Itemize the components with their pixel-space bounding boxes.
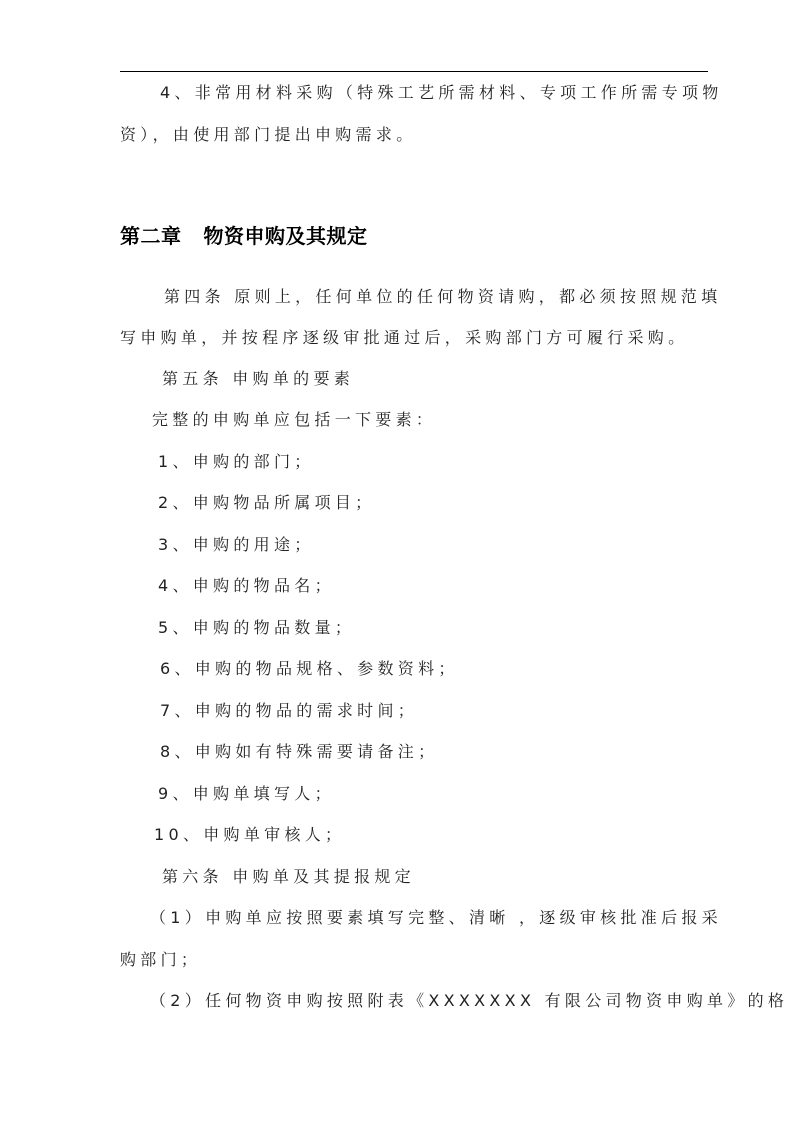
article6-rule1-line1: （1）申购单应按照要素填写完整、清晰 ，逐级审核批准后报采	[150, 908, 722, 927]
element-item: 7、申购的物品的需求时间；	[160, 701, 419, 720]
element-item: 6、申购的物品规格、参数资料；	[160, 659, 459, 678]
element-item: 4、申购的物品名；	[158, 576, 335, 595]
element-item: 10、申购单审核人；	[154, 825, 346, 844]
article5-title: 第五条 申购单的要素	[162, 369, 355, 388]
article4-line2: 写申购单，并按程序逐级审批通过后，采购部门方可履行采购。	[120, 328, 689, 347]
paragraph-item4-line1: 4、非常用材料采购（特殊工艺所需材料、专项工作所需专项物	[160, 83, 723, 102]
element-item: 2、申购物品所属项目；	[158, 493, 376, 512]
chapter-title: 物资申购及其规定	[203, 224, 368, 248]
element-item: 5、申购的物品数量；	[158, 618, 356, 637]
header-divider	[120, 71, 708, 72]
element-item: 3、申购的用途；	[158, 535, 315, 554]
element-item: 1、申购的部门；	[158, 452, 315, 471]
article6-rule1-line2: 购部门；	[120, 950, 202, 969]
article4-line1: 第四条 原则上，任何单位的任何物资请购，都必须按照规范填	[164, 287, 722, 306]
chapter-number: 第二章	[120, 224, 182, 248]
element-item: 9、申购单填写人；	[158, 784, 335, 803]
element-item: 8、申购如有特殊需要请备注；	[160, 742, 439, 761]
paragraph-item4-line2: 资），由使用部门提出申购需求。	[120, 125, 417, 144]
article5-intro: 完整的申购单应包括一下要素：	[152, 410, 437, 429]
article6-title: 第六条 申购单及其提报规定	[162, 867, 415, 886]
article6-rule2-line1: （2）任何物资申购按照附表《XXXXXXX 有限公司物资申购单》的格	[150, 991, 789, 1010]
chapter-heading	[120, 224, 368, 248]
